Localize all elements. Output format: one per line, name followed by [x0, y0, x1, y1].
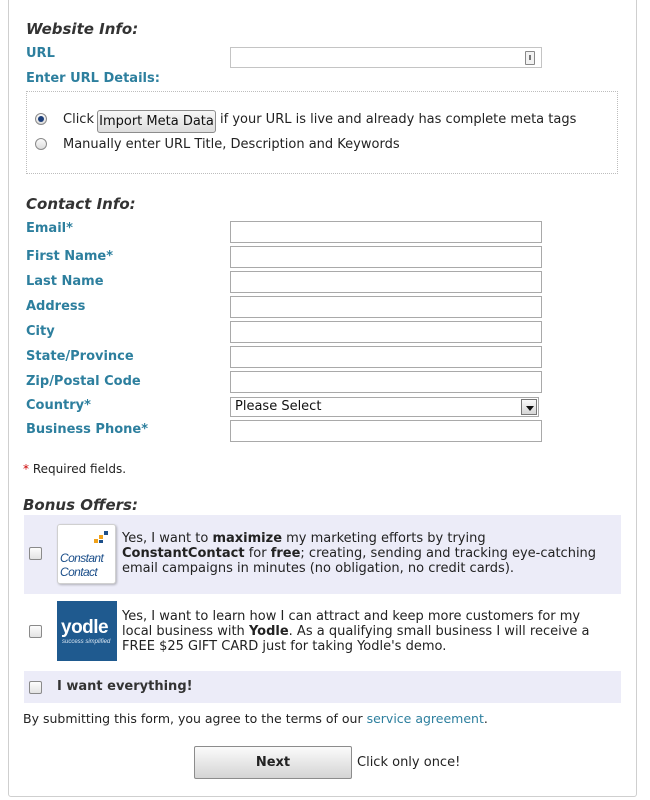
- autofill-icon[interactable]: [525, 51, 535, 65]
- import-meta-data-button[interactable]: Import Meta Data: [97, 110, 216, 133]
- required-star: *: [23, 462, 29, 476]
- url-details-label: Enter URL Details:: [26, 71, 160, 86]
- url-label: URL: [26, 46, 55, 61]
- city-label: City: [26, 324, 55, 339]
- country-label: Country*: [26, 398, 91, 413]
- zip-label: Zip/Postal Code: [26, 374, 141, 389]
- last-name-label: Last Name: [26, 274, 104, 289]
- city-input[interactable]: [230, 321, 542, 343]
- chevron-down-icon[interactable]: [521, 399, 537, 415]
- import-meta-radio[interactable]: [35, 113, 47, 125]
- address-input[interactable]: [230, 296, 542, 318]
- option2-label: Manually enter URL Title, Description and Keywords: [63, 137, 400, 152]
- constant-contact-mark-icon: [93, 530, 109, 544]
- business-phone-label: Business Phone*: [26, 422, 149, 437]
- next-button[interactable]: Next: [194, 746, 352, 779]
- last-name-input[interactable]: [230, 271, 542, 293]
- yodle-logo-tagline: success simplified: [62, 639, 111, 645]
- email-input[interactable]: [230, 221, 542, 243]
- address-label: Address: [26, 299, 86, 314]
- first-name-input[interactable]: [230, 246, 542, 268]
- option1-suffix: if your URL is live and already has complete meta tags: [220, 112, 577, 127]
- manual-entry-radio[interactable]: [35, 138, 47, 150]
- country-selected-value: Please Select: [235, 399, 322, 414]
- email-label: Email*: [26, 221, 73, 236]
- contact-info-title: Contact Info:: [26, 195, 136, 213]
- yodle-checkbox[interactable]: [29, 625, 42, 638]
- yodle-logo: [57, 601, 117, 661]
- cc-logo-line1: Constant: [60, 551, 104, 565]
- constant-contact-offer-text: Yes, I want to maximize my marketing efforts by trying ConstantContact for free; creating, sending and tracking eye-catching email campaigns in minutes (no obligation, no credit cards).: [122, 531, 597, 576]
- zip-input[interactable]: [230, 371, 542, 393]
- constant-contact-checkbox[interactable]: [29, 547, 42, 560]
- state-province-input[interactable]: [230, 346, 542, 368]
- want-everything-checkbox[interactable]: [29, 681, 42, 694]
- website-info-title: Website Info:: [26, 20, 139, 38]
- option1-prefix: Click: [63, 112, 94, 127]
- service-agreement-link[interactable]: service agreement: [366, 711, 484, 726]
- want-everything-label: I want everything!: [57, 679, 193, 694]
- yodle-logo-word: yodle: [61, 617, 109, 638]
- business-phone-input[interactable]: [230, 420, 542, 442]
- agreement-text: By submitting this form, you agree to the terms of our service agreement.: [23, 711, 488, 726]
- yodle-offer-text: Yes, I want to learn how I can attract and keep more customers for my local business with Yodle. As a qualifying small business I will receive a FREE $25 GIFT CARD just for taking Yodle's demo.: [122, 609, 590, 654]
- constant-contact-logo: [57, 524, 116, 584]
- required-text: Required fields.: [32, 462, 127, 476]
- first-name-label: First Name*: [26, 249, 114, 264]
- bonus-offers-title: Bonus Offers:: [23, 496, 138, 514]
- cc-logo-line2: Contact: [60, 565, 98, 579]
- url-input[interactable]: [230, 47, 542, 68]
- state-province-label: State/Province: [26, 349, 134, 364]
- country-select[interactable]: [230, 397, 539, 417]
- required-note: [23, 462, 126, 476]
- click-once-note: Click only once!: [357, 755, 461, 770]
